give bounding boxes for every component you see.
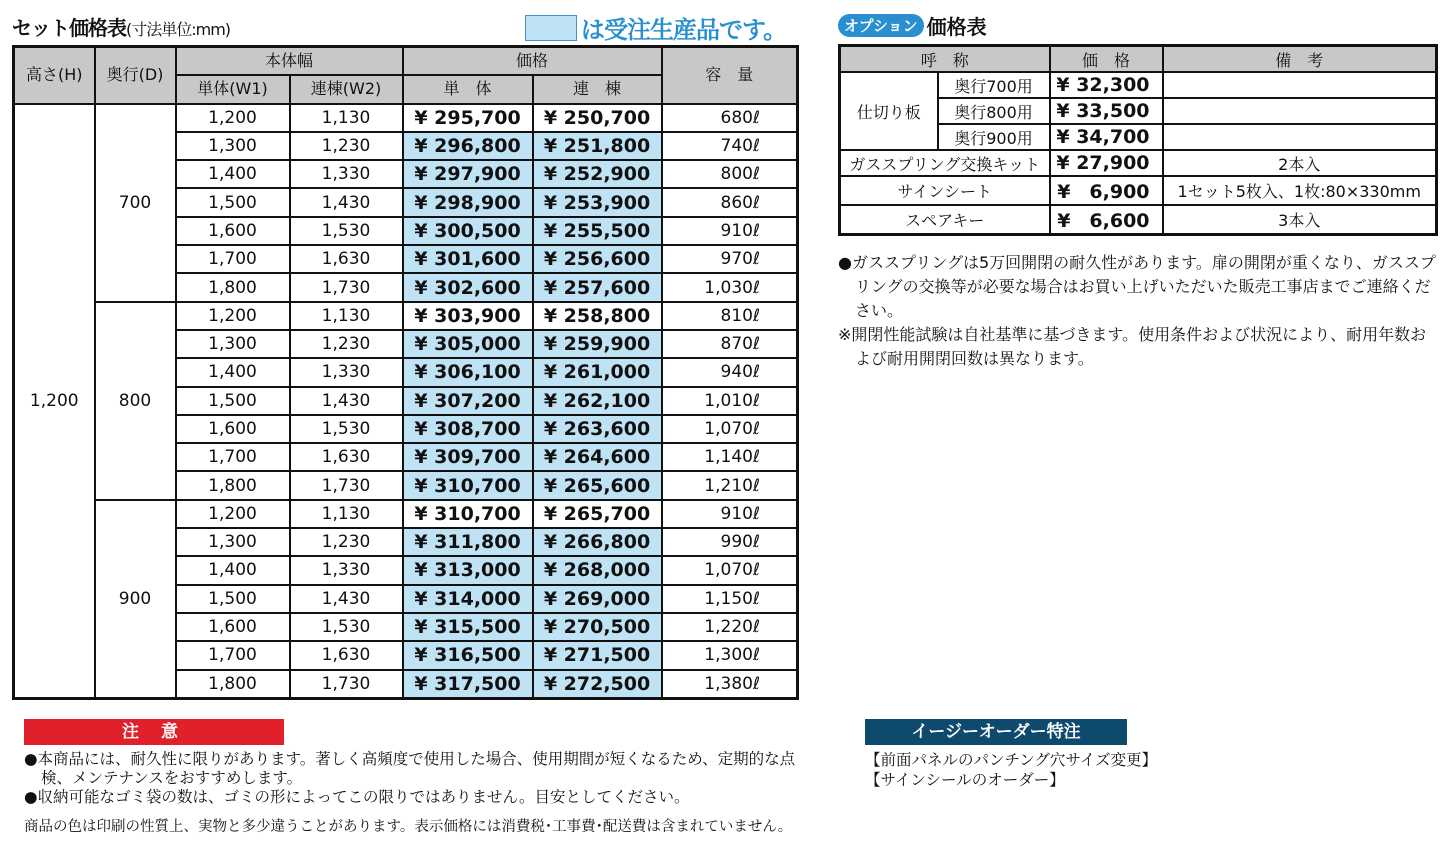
header-w2: 連棟(W2) (290, 75, 403, 103)
easy-order-item: 【前面パネルのパンチング穴サイズ変更】 (865, 751, 1158, 769)
w1-cell: 1,600 (176, 217, 290, 245)
w2-cell: 1,530 (290, 415, 403, 443)
header-price: 価格 (403, 47, 662, 76)
w2-cell: 1,430 (290, 188, 403, 216)
option-price: ¥ 32,300 (1050, 72, 1163, 98)
opt-header-name: 呼 称 (840, 46, 1050, 73)
legend-text: は受注生産品です。 (581, 16, 787, 44)
table-row (14, 104, 798, 132)
header-capacity: 容 量 (662, 47, 798, 104)
easy-order-list (865, 750, 1157, 790)
w2-cell: 1,730 (290, 471, 403, 499)
option-name: 奥行900用 (938, 124, 1050, 150)
w2-cell: 1,730 (290, 273, 403, 301)
single-price-cell: ¥ 310,700 (403, 500, 533, 528)
option-notes (838, 251, 1438, 371)
header-width: 本体幅 (176, 47, 403, 76)
linked-price-cell: ¥ 253,900 (533, 188, 662, 216)
w1-cell: 1,300 (176, 528, 290, 556)
w2-cell: 1,230 (290, 528, 403, 556)
w1-cell: 1,800 (176, 273, 290, 301)
linked-price-cell: ¥ 268,000 (533, 556, 662, 584)
w1-cell: 1,700 (176, 641, 290, 669)
header-w1: 単体(W1) (176, 75, 290, 103)
option-price: ¥ 6,900 (1050, 176, 1163, 205)
linked-price-cell: ¥ 265,600 (533, 471, 662, 499)
w2-cell: 1,330 (290, 556, 403, 584)
depth-cell: 800 (95, 302, 176, 500)
capacity-cell: 1,150ℓ (662, 585, 798, 613)
w1-cell: 1,800 (176, 471, 290, 499)
linked-price-cell: ¥ 261,000 (533, 358, 662, 386)
single-price-cell: ¥ 308,700 (403, 415, 533, 443)
option-remarks (1163, 98, 1437, 124)
linked-price-cell: ¥ 250,700 (533, 104, 662, 132)
single-price-cell: ¥ 297,900 (403, 160, 533, 188)
linked-price-cell: ¥ 269,000 (533, 585, 662, 613)
capacity-cell: 990ℓ (662, 528, 798, 556)
capacity-cell: 940ℓ (662, 358, 798, 386)
linked-price-cell: ¥ 252,900 (533, 160, 662, 188)
w1-cell: 1,800 (176, 670, 290, 699)
capacity-cell: 910ℓ (662, 217, 798, 245)
w1-cell: 1,600 (176, 415, 290, 443)
easy-order-item: 【サインシールのオーダー】 (865, 771, 1065, 789)
capacity-cell: 680ℓ (662, 104, 798, 132)
single-price-cell: ¥ 315,500 (403, 613, 533, 641)
header-linked: 連 棟 (533, 75, 662, 103)
w1-cell: 1,600 (176, 613, 290, 641)
option-name: 奥行700用 (938, 72, 1050, 98)
linked-price-cell: ¥ 265,700 (533, 500, 662, 528)
title-main: セット価格表 (12, 16, 126, 40)
w2-cell: 1,330 (290, 160, 403, 188)
partition-label: 仕切り板 (840, 72, 938, 150)
linked-price-cell: ¥ 263,600 (533, 415, 662, 443)
w2-cell: 1,630 (290, 443, 403, 471)
linked-price-cell: ¥ 251,800 (533, 132, 662, 160)
single-price-cell: ¥ 309,700 (403, 443, 533, 471)
capacity-cell: 810ℓ (662, 302, 798, 330)
option-price: ¥ 34,700 (1050, 124, 1163, 150)
single-price-cell: ¥ 316,500 (403, 641, 533, 669)
footnote: 商品の色は印刷の性質上、実物と多少違うことがあります。表示価格には消費税･工事費･配送費は含まれていません。 (24, 819, 793, 835)
option-name: 奥行800用 (938, 98, 1050, 124)
linked-price-cell: ¥ 258,800 (533, 302, 662, 330)
option-remarks (1163, 72, 1437, 98)
header-single: 単 体 (403, 75, 533, 103)
option-remarks (1163, 124, 1437, 150)
capacity-cell: 1,030ℓ (662, 273, 798, 301)
w1-cell: 1,400 (176, 160, 290, 188)
w1-cell: 1,200 (176, 302, 290, 330)
easy-order-heading: イージーオーダー特注 (865, 719, 1127, 745)
caution-heading: 注 意 (24, 719, 284, 745)
linked-price-cell: ¥ 270,500 (533, 613, 662, 641)
single-price-cell: ¥ 301,600 (403, 245, 533, 273)
capacity-cell: 1,010ℓ (662, 387, 798, 415)
w1-cell: 1,400 (176, 556, 290, 584)
w2-cell: 1,630 (290, 641, 403, 669)
option-name: サインシート (840, 176, 1050, 205)
w2-cell: 1,730 (290, 670, 403, 699)
w1-cell: 1,700 (176, 443, 290, 471)
option-note: ※開閉性能試験は自社基準に基づきます。使用条件および状況により、耐用年数および耐用開閉回数は異なります。 (838, 325, 1427, 368)
w2-cell: 1,630 (290, 245, 403, 273)
depth-cell: 900 (95, 500, 176, 699)
w1-cell: 1,300 (176, 132, 290, 160)
w1-cell: 1,200 (176, 104, 290, 132)
option-price-table (838, 44, 1438, 236)
linked-price-cell: ¥ 264,600 (533, 443, 662, 471)
single-price-cell: ¥ 300,500 (403, 217, 533, 245)
option-price: ¥ 27,900 (1050, 150, 1163, 176)
set-price-table (12, 45, 799, 700)
caution-list (24, 750, 824, 807)
linked-price-cell: ¥ 266,800 (533, 528, 662, 556)
single-price-cell: ¥ 313,000 (403, 556, 533, 584)
option-remarks: 2本入 (1163, 150, 1437, 176)
option-title-text: 価格表 (926, 15, 987, 39)
capacity-cell: 870ℓ (662, 330, 798, 358)
capacity-cell: 910ℓ (662, 500, 798, 528)
linked-price-cell: ¥ 257,600 (533, 273, 662, 301)
page-title (12, 12, 230, 41)
capacity-cell: 740ℓ (662, 132, 798, 160)
table-row (14, 500, 798, 528)
depth-cell: 700 (95, 104, 176, 302)
option-row (840, 72, 1437, 98)
option-price: ¥ 33,500 (1050, 98, 1163, 124)
option-remarks: 3本入 (1163, 205, 1437, 235)
table-row (14, 302, 798, 330)
w1-cell: 1,300 (176, 330, 290, 358)
single-price-cell: ¥ 310,700 (403, 471, 533, 499)
linked-price-cell: ¥ 262,100 (533, 387, 662, 415)
option-row (840, 176, 1437, 205)
w2-cell: 1,430 (290, 387, 403, 415)
linked-price-cell: ¥ 272,500 (533, 670, 662, 699)
single-price-cell: ¥ 311,800 (403, 528, 533, 556)
single-price-cell: ¥ 295,700 (403, 104, 533, 132)
option-name: スペアキー (840, 205, 1050, 235)
option-row (840, 150, 1437, 176)
capacity-cell: 800ℓ (662, 160, 798, 188)
w1-cell: 1,500 (176, 585, 290, 613)
option-row (840, 205, 1437, 235)
capacity-cell: 970ℓ (662, 245, 798, 273)
w1-cell: 1,500 (176, 387, 290, 415)
w2-cell: 1,130 (290, 302, 403, 330)
linked-price-cell: ¥ 271,500 (533, 641, 662, 669)
opt-header-remarks: 備 考 (1163, 46, 1437, 73)
linked-price-cell: ¥ 256,600 (533, 245, 662, 273)
w2-cell: 1,130 (290, 104, 403, 132)
single-price-cell: ¥ 305,000 (403, 330, 533, 358)
option-price: ¥ 6,600 (1050, 205, 1163, 235)
single-price-cell: ¥ 314,000 (403, 585, 533, 613)
single-price-cell: ¥ 306,100 (403, 358, 533, 386)
single-price-cell: ¥ 302,600 (403, 273, 533, 301)
header-depth: 奥行(D) (95, 47, 176, 104)
w1-cell: 1,500 (176, 188, 290, 216)
caution-item: ●本商品には、耐久性に限りがあります。著しく高頻度で使用した場合、使用期間が短くなるため、定期的な点検、メンテナンスをおすすめします。 (24, 750, 796, 787)
w1-cell: 1,700 (176, 245, 290, 273)
capacity-cell: 1,300ℓ (662, 641, 798, 669)
option-badge: オプション (838, 14, 924, 37)
option-note: ●ガススプリングは5万回開閉の耐久性があります。扉の開閉が重くなり、ガススプリングの交換等が必要な場合はお買い上げいただいた販売工事店までご連絡ください。 (838, 253, 1436, 320)
capacity-cell: 1,070ℓ (662, 556, 798, 584)
single-price-cell: ¥ 317,500 (403, 670, 533, 699)
single-price-cell: ¥ 296,800 (403, 132, 533, 160)
capacity-cell: 1,220ℓ (662, 613, 798, 641)
capacity-cell: 1,140ℓ (662, 443, 798, 471)
w2-cell: 1,130 (290, 500, 403, 528)
w2-cell: 1,230 (290, 330, 403, 358)
capacity-cell: 1,070ℓ (662, 415, 798, 443)
w1-cell: 1,200 (176, 500, 290, 528)
header-height: 高さ(H) (14, 47, 95, 104)
title-unit: (寸法単位:mm) (126, 20, 231, 39)
option-remarks: 1セット5枚入、1枚:80×330mm (1163, 176, 1437, 205)
caution-item: ●収納可能なゴミ袋の数は、ゴミの形によってこの限りではありません。目安としてください。 (24, 788, 690, 806)
height-cell: 1,200 (14, 104, 95, 699)
capacity-cell: 1,380ℓ (662, 670, 798, 699)
linked-price-cell: ¥ 255,500 (533, 217, 662, 245)
w2-cell: 1,530 (290, 217, 403, 245)
w2-cell: 1,530 (290, 613, 403, 641)
capacity-cell: 1,210ℓ (662, 471, 798, 499)
opt-header-price: 価 格 (1050, 46, 1163, 73)
single-price-cell: ¥ 307,200 (403, 387, 533, 415)
capacity-cell: 860ℓ (662, 188, 798, 216)
linked-price-cell: ¥ 259,900 (533, 330, 662, 358)
option-name: ガススプリング交換キット (840, 150, 1050, 176)
option-title (838, 11, 987, 40)
w2-cell: 1,330 (290, 358, 403, 386)
w2-cell: 1,430 (290, 585, 403, 613)
legend (525, 10, 786, 45)
legend-swatch (525, 15, 577, 41)
w1-cell: 1,400 (176, 358, 290, 386)
single-price-cell: ¥ 303,900 (403, 302, 533, 330)
w2-cell: 1,230 (290, 132, 403, 160)
single-price-cell: ¥ 298,900 (403, 188, 533, 216)
